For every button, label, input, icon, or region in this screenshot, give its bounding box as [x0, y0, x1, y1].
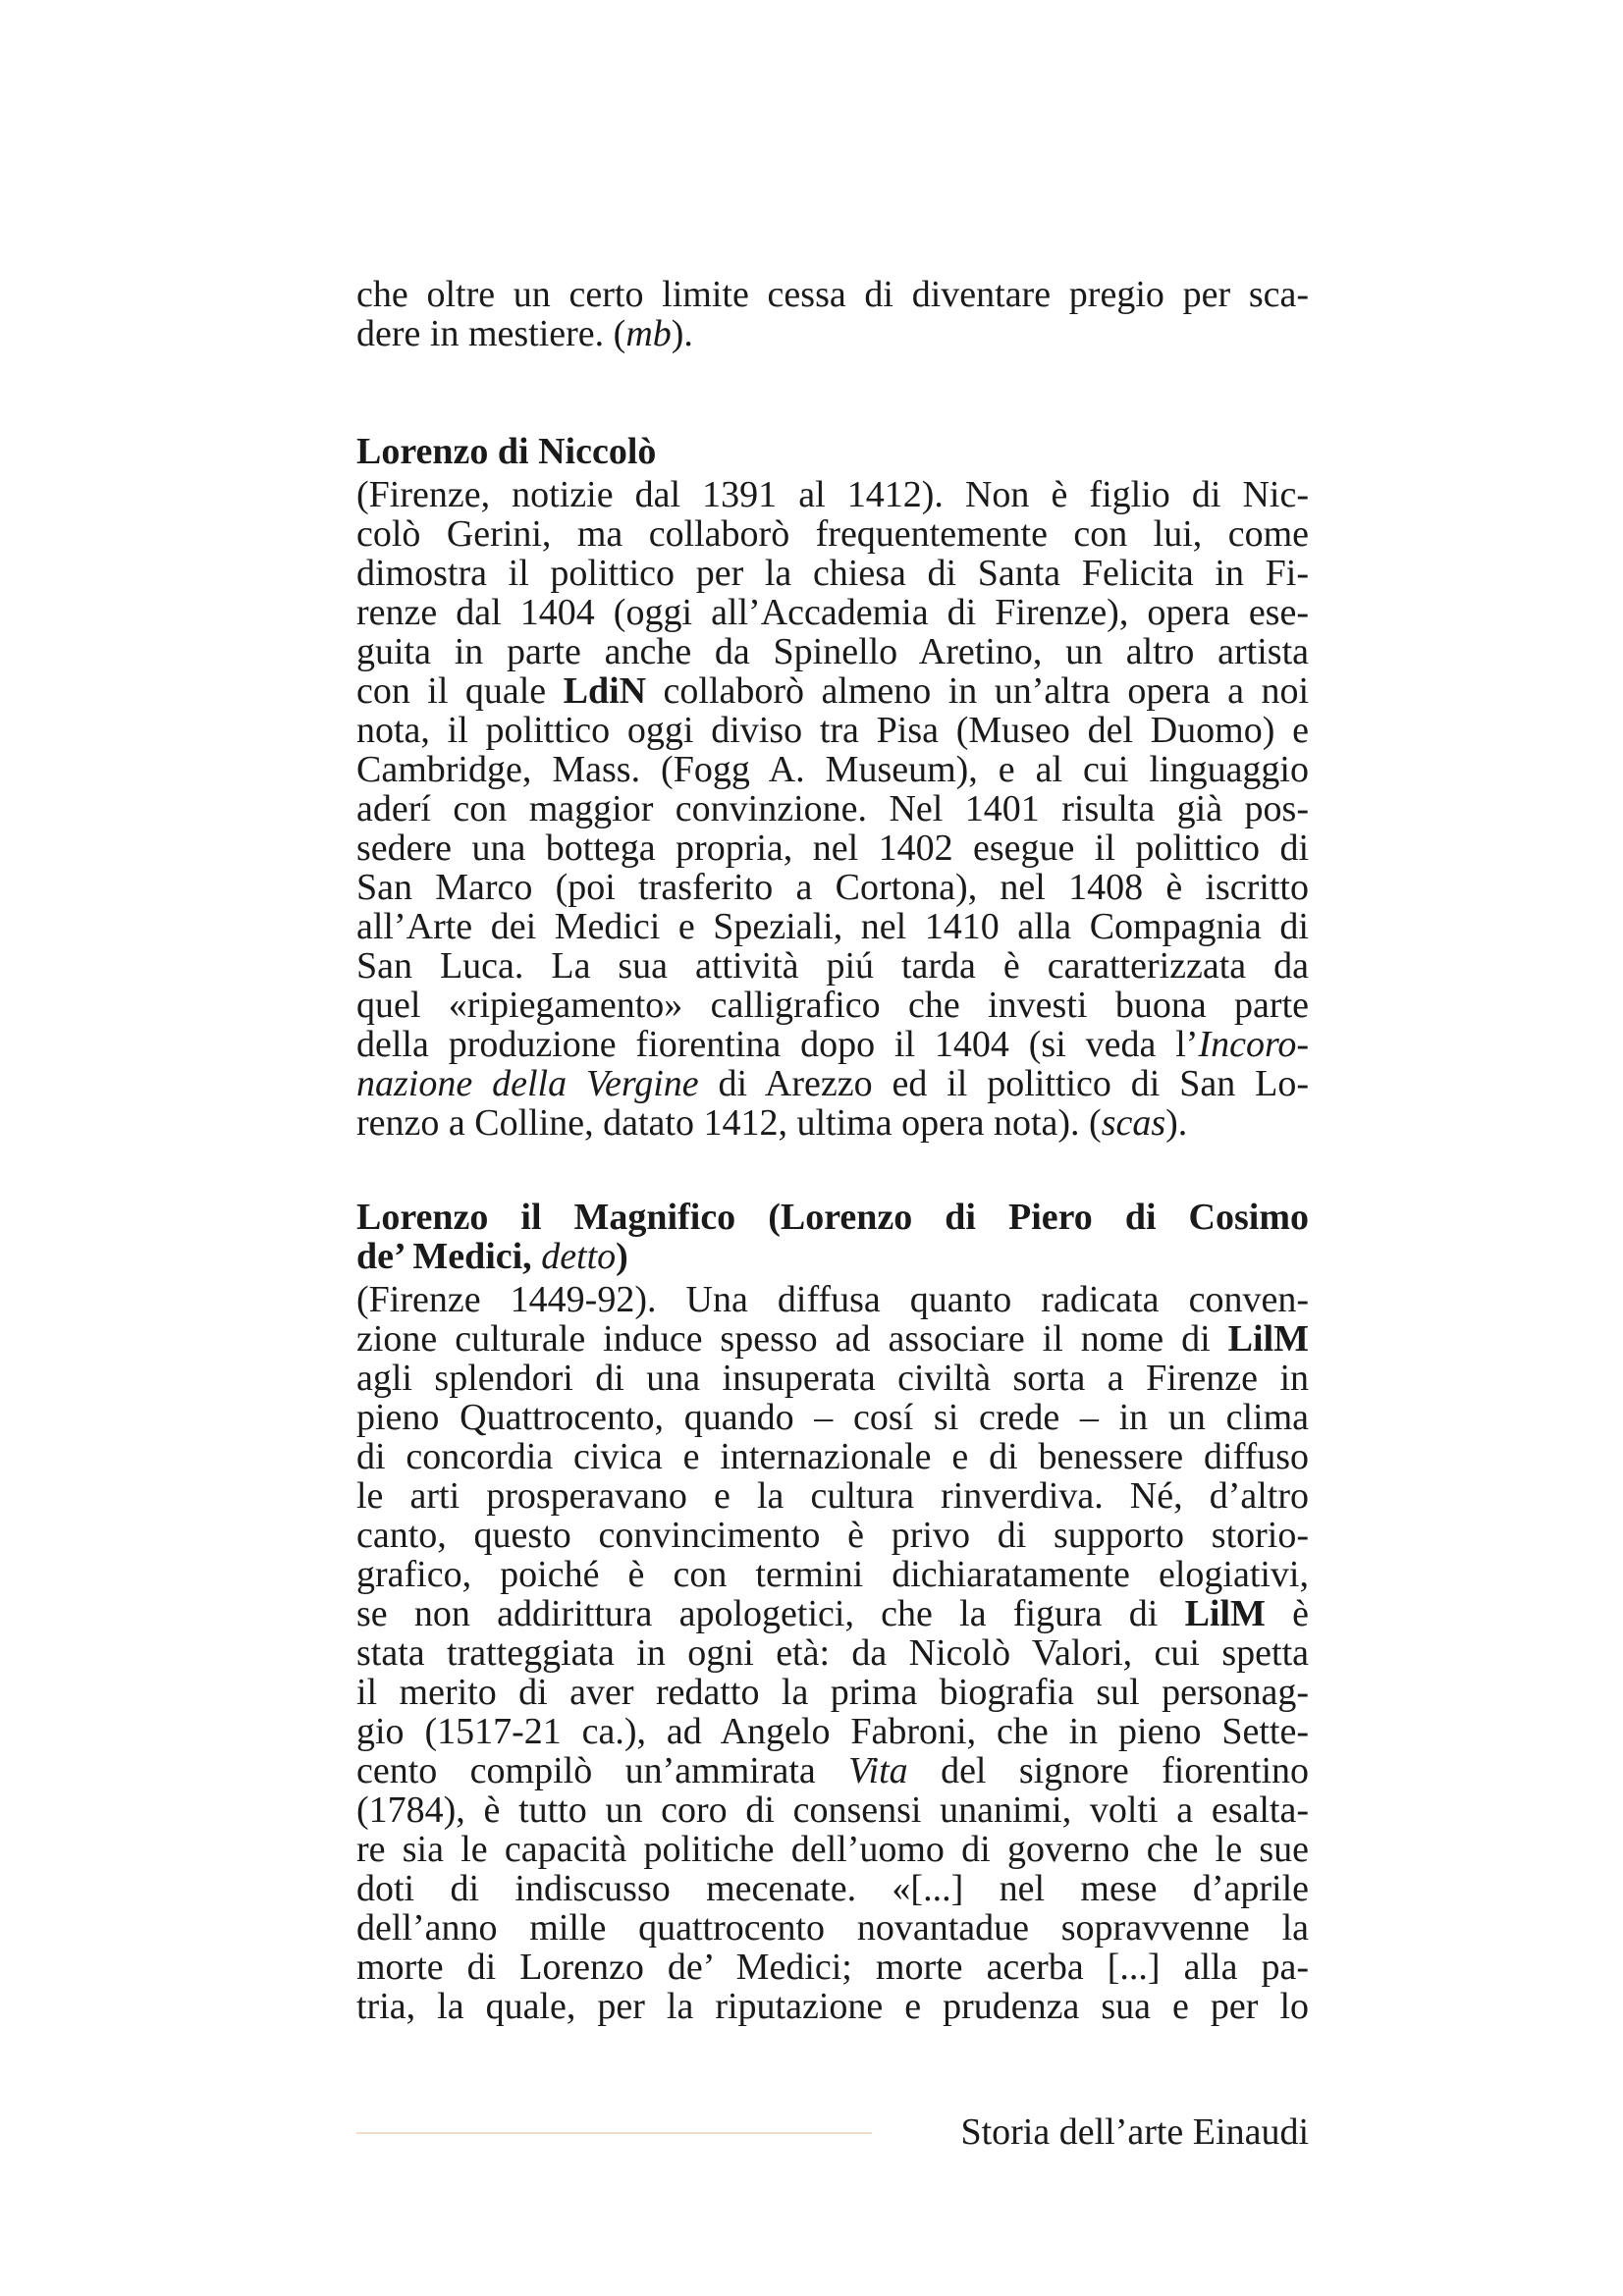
spacer	[356, 353, 1309, 432]
text-line: (1784), è tutto un coro di consensi unanimi, volti a esalta-	[356, 1789, 1309, 1831]
text-line: della produzione fiorentina dopo il 1404 (si veda l’Incoro-	[356, 1024, 1309, 1065]
text-line: San Luca. La sua attività piú tarda è caratterizzata da	[356, 945, 1309, 987]
text-line: che oltre un certo limite cessa di diventare pregio per sca-	[356, 274, 1309, 315]
text-line: le arti prosperavano e la cultura rinverdiva. Né, d’altro	[356, 1475, 1309, 1517]
text-line: colò Gerini, ma collaborò frequentemente con lui, come	[356, 513, 1309, 555]
text-line: Cambridge, Mass. (Fogg A. Museum), e al cui linguaggio	[356, 749, 1309, 790]
text-line: stata tratteggiata in ogni età: da Nicolò Valori, cui spetta	[356, 1632, 1309, 1674]
text-line: gio (1517-21 ca.), ad Angelo Fabroni, che in pieno Sette-	[356, 1711, 1309, 1752]
text-line: grafico, poiché è con termini dichiaratamente elogiativi,	[356, 1554, 1309, 1595]
footer-rule	[356, 2132, 872, 2134]
entry-lorenzo-il-magnifico	[356, 1198, 1309, 2026]
text-line: (Firenze 1449-92). Una diffusa quanto radicata conven-	[356, 1279, 1309, 1320]
text-line: agli splendori di una insuperata civiltà sorta a Firenze in	[356, 1358, 1309, 1399]
text-line: dere in mestiere. (mb).	[356, 313, 693, 354]
spacer	[356, 1143, 1309, 1198]
abbreviation: LilM	[1227, 1318, 1309, 1360]
text-line: cento compilò un’ammirata Vita del signore fiorentino	[356, 1750, 1309, 1791]
text-line: se non addirittura apologetici, che la figura di LilM è	[356, 1593, 1309, 1634]
text-line: re sia le capacità politiche dell’uomo di governo che le sue	[356, 1829, 1309, 1870]
text-line: all’Arte dei Medici e Speziali, nel 1410 alla Compagnia di	[356, 906, 1309, 947]
entry-lorenzo-di-niccolo	[356, 432, 1309, 1143]
entry-title: Lorenzo il Magnifico (Lorenzo di Piero di Cosimo	[356, 1197, 1309, 1238]
entry-title-cont: de’ Medici, detto)	[356, 1236, 628, 1277]
intro-paragraph	[356, 275, 1309, 353]
text-line: nota, il polittico oggi diviso tra Pisa (Museo del Duomo) e	[356, 710, 1309, 751]
abbreviation: LdiN	[563, 670, 647, 712]
page-body	[356, 275, 1309, 2026]
text-line: dell’anno mille quattrocento novantadue sopravvenne la	[356, 1907, 1309, 1949]
text-line: aderí con maggior convinzione. Nel 1401 risulta già pos-	[356, 788, 1309, 829]
text-line: zione culturale induce spesso ad associare il nome di LilM	[356, 1318, 1309, 1360]
footer-title: Storia dell’arte Einaudi	[960, 2111, 1309, 2153]
page-footer	[356, 2109, 1309, 2158]
text-line: guita in parte anche da Spinello Aretino, un altro artista	[356, 631, 1309, 672]
text-line: doti di indiscusso mecenate. «[...] nel mese d’aprile	[356, 1868, 1309, 1909]
entry-title: Lorenzo di Niccolò	[356, 431, 657, 472]
text-line: quel «ripiegamento» calligrafico che investi buona parte	[356, 985, 1309, 1026]
text-line: canto, questo convincimento è privo di supporto storio-	[356, 1515, 1309, 1556]
text-line: dimostra il polittico per la chiesa di Santa Felicita in Fi-	[356, 553, 1309, 594]
text-line: (Firenze, notizie dal 1391 al 1412). Non è figlio di Nic-	[356, 474, 1309, 515]
text-line: di concordia civica e internazionale e di benessere diffuso	[356, 1436, 1309, 1477]
text-line: renzo a Colline, datato 1412, ultima opera nota). (scas).	[356, 1102, 1188, 1144]
text-line: morte di Lorenzo de’ Medici; morte acerba [...] alla pa-	[356, 1947, 1309, 1988]
text-line: il merito di aver redatto la prima biografia sul personag-	[356, 1672, 1309, 1713]
abbreviation: LilM	[1184, 1593, 1266, 1634]
text-line: pieno Quattrocento, quando – cosí si crede – in un clima	[356, 1397, 1309, 1438]
text-line: con il quale LdiN collaborò almeno in un’altra opera a noi	[356, 670, 1310, 712]
text-line: San Marco (poi trasferito a Cortona), nel 1408 è iscritto	[356, 867, 1309, 908]
text-line: sedere una bottega propria, nel 1402 esegue il polittico di	[356, 828, 1309, 869]
text-line: tria, la quale, per la riputazione e prudenza sua e per lo	[356, 1986, 1309, 2027]
text-line: nazione della Vergine di Arezzo ed il polittico di San Lo-	[356, 1063, 1309, 1104]
text-line: renze dal 1404 (oggi all’Accademia di Firenze), opera ese-	[356, 592, 1309, 633]
